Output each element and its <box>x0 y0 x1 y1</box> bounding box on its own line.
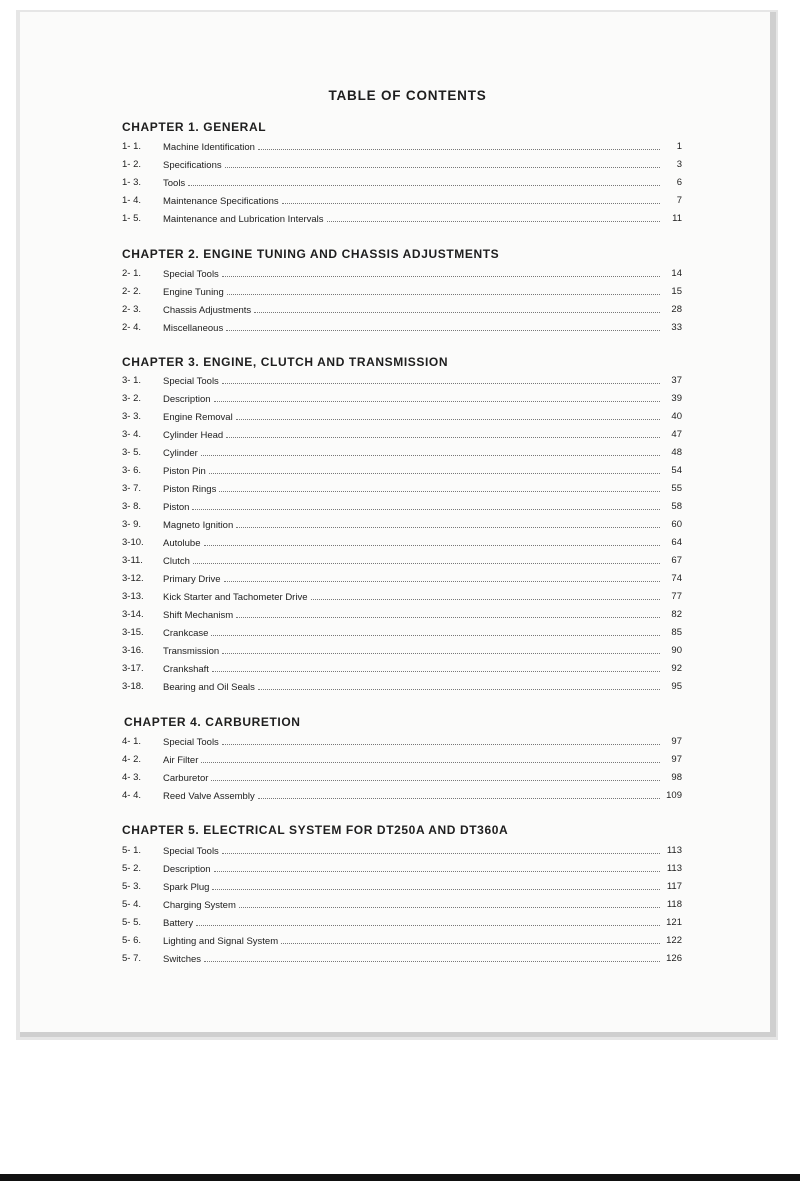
dot-leader <box>193 554 660 564</box>
page-title: TABLE OF CONTENTS <box>328 88 487 103</box>
dot-leader <box>254 303 660 313</box>
section-number: 3-17. <box>122 663 144 674</box>
page-number: 113 <box>666 845 682 856</box>
dot-leader <box>282 194 660 204</box>
dot-leader <box>201 753 660 763</box>
page-number: 60 <box>671 519 682 530</box>
toc-entry <box>122 464 682 478</box>
toc-entry <box>122 590 682 604</box>
section-title: Clutch <box>163 556 190 567</box>
page-number: 39 <box>671 393 682 404</box>
section-title: Lighting and Signal System <box>163 936 279 947</box>
page-number: 33 <box>671 322 682 333</box>
toc-entry <box>122 898 682 912</box>
section-number: 3- 1. <box>122 375 142 386</box>
entry-leader <box>163 952 660 967</box>
page-number: 6 <box>676 177 682 188</box>
dot-leader <box>222 844 660 854</box>
section-number: 3-14. <box>122 609 144 620</box>
dot-leader <box>211 771 660 781</box>
page-number: 48 <box>671 447 682 458</box>
section-title: Special Tools <box>163 269 219 280</box>
dot-leader <box>196 916 660 926</box>
entry-leader <box>163 321 660 336</box>
toc-entry <box>122 392 682 406</box>
dot-leader <box>327 212 660 222</box>
dot-leader <box>201 446 660 456</box>
page-number: 98 <box>671 772 682 783</box>
dot-leader <box>188 176 660 186</box>
section-title: Reed Valve Assembly <box>163 791 255 802</box>
section-number: 3- 6. <box>122 465 142 476</box>
page-number: 40 <box>671 411 682 422</box>
page-number: 118 <box>666 899 682 910</box>
entry-leader <box>163 285 660 300</box>
toc-entry <box>122 880 682 894</box>
toc-entry <box>122 626 682 640</box>
entry-leader <box>163 608 660 623</box>
toc-entry <box>122 735 682 749</box>
entry-leader <box>163 644 660 659</box>
toc-entry <box>122 554 682 568</box>
entry-leader <box>163 158 660 173</box>
toc-entry <box>122 428 682 442</box>
section-title: Magneto Ignition <box>163 520 234 531</box>
entry-leader <box>163 844 660 859</box>
dot-leader <box>204 536 660 546</box>
toc-entry <box>122 934 682 948</box>
section-number: 3-11. <box>122 555 143 566</box>
page-number: 97 <box>671 736 682 747</box>
dot-leader <box>214 862 660 872</box>
section-number: 3- 5. <box>122 447 142 458</box>
dot-leader <box>204 952 660 962</box>
page-number: 122 <box>666 935 682 946</box>
dot-leader <box>212 880 660 890</box>
dot-leader <box>212 662 660 672</box>
entry-leader <box>163 392 660 407</box>
entry-leader <box>163 680 660 695</box>
dot-leader <box>236 410 660 420</box>
entry-leader <box>163 410 660 425</box>
section-number: 1- 2. <box>122 159 142 170</box>
entry-leader <box>163 518 660 533</box>
toc-entry <box>122 140 682 154</box>
section-title: Tools <box>163 178 186 189</box>
page-number: 67 <box>671 555 682 566</box>
chapter-heading: CHAPTER 1. GENERAL <box>122 120 267 134</box>
page-number: 15 <box>671 286 682 297</box>
section-title: Battery <box>163 918 194 929</box>
toc-entry <box>122 410 682 424</box>
page-number: 1 <box>676 141 682 152</box>
dot-leader <box>222 644 660 654</box>
page-number: 113 <box>666 863 682 874</box>
entry-leader <box>163 916 660 931</box>
section-title: Spark Plug <box>163 882 210 893</box>
section-title: Bearing and Oil Seals <box>163 682 255 693</box>
section-title: Specifications <box>163 160 222 171</box>
section-title: Primary Drive <box>163 574 221 585</box>
dot-leader <box>214 392 660 402</box>
page-number: 58 <box>671 501 682 512</box>
section-number: 5- 1. <box>122 845 142 856</box>
section-number: 3- 4. <box>122 429 142 440</box>
toc-entry <box>122 753 682 767</box>
toc-entry <box>122 303 682 317</box>
section-number: 1- 5. <box>122 213 142 224</box>
entry-leader <box>163 862 660 877</box>
entry-leader <box>163 212 660 227</box>
entry-leader <box>163 880 660 895</box>
section-title: Maintenance and Lubrication Intervals <box>163 214 324 225</box>
section-title: Miscellaneous <box>163 323 224 334</box>
entry-leader <box>163 898 660 913</box>
entry-leader <box>163 735 660 750</box>
dot-leader <box>219 482 660 492</box>
dot-leader <box>236 518 660 528</box>
dot-leader <box>211 626 660 636</box>
toc-entry <box>122 194 682 208</box>
page-number: 3 <box>676 159 682 170</box>
page-number: 97 <box>671 754 682 765</box>
section-title: Engine Tuning <box>163 287 224 298</box>
section-title: Autolube <box>163 538 201 549</box>
toc-entry <box>122 862 682 876</box>
section-title: Switches <box>163 954 202 965</box>
entry-leader <box>163 464 660 479</box>
section-title: Charging System <box>163 900 236 911</box>
page-number: 37 <box>671 375 682 386</box>
section-title: Crankshaft <box>163 664 209 675</box>
section-title: Description <box>163 864 211 875</box>
section-number: 3-16. <box>122 645 144 656</box>
entry-leader <box>163 771 660 786</box>
toc-entry <box>122 176 682 190</box>
entry-leader <box>163 662 660 677</box>
section-number: 1- 1. <box>122 141 142 152</box>
entry-leader <box>163 500 660 515</box>
section-number: 3- 9. <box>122 519 142 530</box>
dot-leader <box>226 428 660 438</box>
dot-leader <box>239 898 660 908</box>
section-title: Piston Pin <box>163 466 206 477</box>
dot-leader <box>258 789 660 799</box>
toc-entry <box>122 518 682 532</box>
section-number: 5- 5. <box>122 917 142 928</box>
section-number: 4- 3. <box>122 772 142 783</box>
toc-entry <box>122 789 682 803</box>
page-number: 109 <box>666 790 682 801</box>
toc-entry <box>122 374 682 388</box>
section-number: 5- 2. <box>122 863 142 874</box>
toc-entry <box>122 952 682 966</box>
page-number: 117 <box>666 881 682 892</box>
toc-entry <box>122 267 682 281</box>
dot-leader <box>225 158 660 168</box>
entry-leader <box>163 482 660 497</box>
page-number: 11 <box>672 213 682 224</box>
section-title: Engine Removal <box>163 412 233 423</box>
section-title: Air Filter <box>163 755 199 766</box>
toc-entry <box>122 536 682 550</box>
section-title: Maintenance Specifications <box>163 196 279 207</box>
section-number: 4- 2. <box>122 754 142 765</box>
section-number: 1- 4. <box>122 195 142 206</box>
page-number: 95 <box>671 681 682 692</box>
entry-leader <box>163 789 660 804</box>
section-title: Special Tools <box>163 737 219 748</box>
dot-leader <box>311 590 661 600</box>
section-number: 3-15. <box>122 627 144 638</box>
toc-entry <box>122 158 682 172</box>
entry-leader <box>163 374 660 389</box>
section-title: Carburetor <box>163 773 209 784</box>
entry-leader <box>163 428 660 443</box>
section-number: 1- 3. <box>122 177 142 188</box>
page-number: 7 <box>676 195 682 206</box>
section-title: Transmission <box>163 646 220 657</box>
page-number: 85 <box>671 627 682 638</box>
toc-entry <box>122 662 682 676</box>
dot-leader <box>236 608 660 618</box>
toc-entry <box>122 212 682 226</box>
entry-leader <box>163 934 660 949</box>
dot-leader <box>222 267 660 277</box>
section-title: Piston Rings <box>163 484 217 495</box>
entry-leader <box>163 572 660 587</box>
section-number: 5- 7. <box>122 953 142 964</box>
section-title: Piston <box>163 502 190 513</box>
chapter-heading: CHAPTER 5. ELECTRICAL SYSTEM FOR DT250A AND DT360A <box>122 823 509 837</box>
page-number: 77 <box>671 591 682 602</box>
toc-entry <box>122 482 682 496</box>
dot-leader <box>224 572 660 582</box>
dot-leader <box>281 934 660 944</box>
section-number: 3- 3. <box>122 411 142 422</box>
section-number: 5- 3. <box>122 881 142 892</box>
section-number: 3-18. <box>122 681 144 692</box>
section-title: Chassis Adjustments <box>163 305 252 316</box>
toc-entry <box>122 771 682 785</box>
section-number: 2- 2. <box>122 286 142 297</box>
entry-leader <box>163 194 660 209</box>
section-title: Special Tools <box>163 846 219 857</box>
page-number: 54 <box>671 465 682 476</box>
section-title: Kick Starter and Tachometer Drive <box>163 592 308 603</box>
section-title: Cylinder <box>163 448 198 459</box>
toc-entry <box>122 844 682 858</box>
page-number: 14 <box>671 268 682 279</box>
section-title: Crankcase <box>163 628 209 639</box>
dot-leader <box>192 500 660 510</box>
dot-leader <box>258 140 660 150</box>
section-number: 5- 4. <box>122 899 142 910</box>
entry-leader <box>163 590 660 605</box>
dot-leader <box>209 464 660 474</box>
entry-leader <box>163 267 660 282</box>
bottom-bar <box>0 1174 800 1181</box>
section-number: 2- 3. <box>122 304 142 315</box>
dot-leader <box>222 735 660 745</box>
section-number: 4- 1. <box>122 736 142 747</box>
section-number: 2- 4. <box>122 322 142 333</box>
page-number: 47 <box>671 429 682 440</box>
section-number: 3-13. <box>122 591 144 602</box>
section-title: Cylinder Head <box>163 430 224 441</box>
page-number: 92 <box>671 663 682 674</box>
page-number: 64 <box>671 537 682 548</box>
page-number: 121 <box>666 917 682 928</box>
dot-leader <box>226 321 660 331</box>
entry-leader <box>163 554 660 569</box>
page-number: 28 <box>671 304 682 315</box>
page-number: 55 <box>671 483 682 494</box>
toc-entry <box>122 446 682 460</box>
dot-leader <box>258 680 660 690</box>
section-number: 2- 1. <box>122 268 142 279</box>
dot-leader <box>227 285 660 295</box>
section-title: Machine Identification <box>163 142 255 153</box>
toc-entry <box>122 644 682 658</box>
section-number: 3- 2. <box>122 393 142 404</box>
entry-leader <box>163 176 660 191</box>
entry-leader <box>163 446 660 461</box>
section-title: Shift Mechanism <box>163 610 234 621</box>
toc-entry <box>122 916 682 930</box>
toc-entry <box>122 608 682 622</box>
page-number: 126 <box>666 953 682 964</box>
entry-leader <box>163 626 660 641</box>
section-number: 3-10. <box>122 537 144 548</box>
toc-entry <box>122 572 682 586</box>
chapter-heading: CHAPTER 3. ENGINE, CLUTCH AND TRANSMISSION <box>122 355 449 369</box>
toc-entry <box>122 680 682 694</box>
page-number: 82 <box>671 609 682 620</box>
page-number: 74 <box>671 573 682 584</box>
section-title: Description <box>163 394 211 405</box>
section-number: 3- 8. <box>122 501 142 512</box>
entry-leader <box>163 303 660 318</box>
entry-leader <box>163 536 660 551</box>
entry-leader <box>163 140 660 155</box>
toc-entry <box>122 285 682 299</box>
page-number: 90 <box>671 645 682 656</box>
section-number: 4- 4. <box>122 790 142 801</box>
chapter-heading: CHAPTER 2. ENGINE TUNING AND CHASSIS ADJUSTMENTS <box>122 247 500 261</box>
dot-leader <box>222 374 660 384</box>
toc-entry <box>122 500 682 514</box>
toc-entry <box>122 321 682 335</box>
section-title: Special Tools <box>163 376 219 387</box>
entry-leader <box>163 753 660 768</box>
section-number: 3-12. <box>122 573 144 584</box>
chapter-heading: CHAPTER 4. CARBURETION <box>124 715 301 729</box>
section-number: 5- 6. <box>122 935 142 946</box>
section-number: 3- 7. <box>122 483 142 494</box>
